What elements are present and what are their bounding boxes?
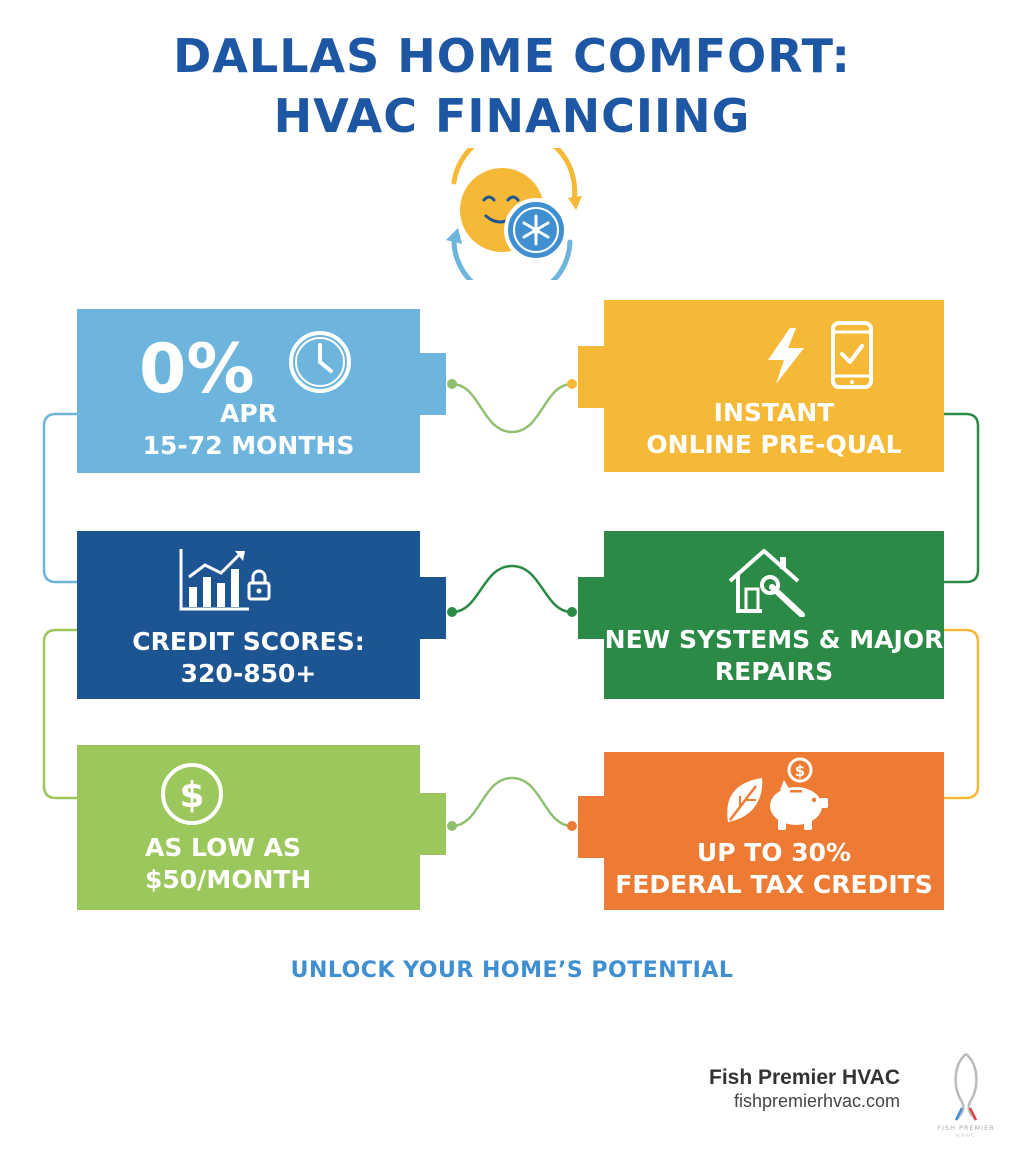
lightning-icon (762, 326, 810, 386)
card-prequal (604, 300, 944, 472)
systems-line-1: NEW SYSTEMS & MAJOR (604, 625, 944, 654)
card-connector-tab (420, 793, 446, 855)
card-connector-tab (420, 577, 446, 639)
card-connector-tab (578, 346, 604, 408)
card-tax-credits (604, 752, 944, 910)
brand-url: fishpremierhvac.com (733, 1091, 900, 1111)
tagline: UNLOCK YOUR HOME’S POTENTIAL (290, 958, 734, 983)
monthly-line-2: $50/MONTH (145, 865, 312, 894)
house-wrench-icon (726, 545, 810, 617)
chart-lock-icon (177, 547, 277, 613)
card-monthly-payment (77, 745, 420, 910)
card-connector-tab (420, 353, 446, 415)
monthly-line-1: AS LOW AS (145, 833, 301, 862)
card-connector-tab (578, 796, 604, 858)
fish-premier-logo (926, 1050, 1006, 1138)
card-connector-tab (578, 577, 604, 639)
apr-term: 15-72 MONTHS (142, 431, 355, 460)
svg-text:$: $ (179, 775, 205, 816)
tax-line-1: UP TO 30% (696, 838, 852, 867)
page-title-line-1: DALLAS HOME COMFORT: (173, 29, 851, 83)
prequal-line-2: ONLINE PRE-QUAL (646, 430, 902, 459)
phone-check-icon (830, 320, 874, 390)
leaf-piggy-bank-icon (722, 756, 834, 834)
brand-name: Fish Premier HVAC (709, 1066, 900, 1089)
dollar-coin-icon (159, 761, 225, 827)
credit-scores-label: CREDIT SCORES: (132, 627, 365, 656)
tax-line-2: FEDERAL TAX CREDITS (615, 870, 933, 899)
page-title-line-2: HVAC FINANCIING (273, 89, 751, 143)
card-credit-scores (77, 531, 420, 699)
apr-label: APR (220, 399, 277, 428)
prequal-line-1: INSTANT (713, 398, 835, 427)
svg-text:$: $ (794, 762, 806, 780)
card-new-systems (604, 531, 944, 699)
apr-percent: 0% (139, 330, 255, 409)
card-apr (77, 309, 420, 473)
clock-icon (287, 329, 353, 395)
svg-text:FISH PREMIER: FISH PREMIER (937, 1124, 995, 1132)
systems-line-2: REPAIRS (714, 657, 834, 686)
svg-text:HVAC: HVAC (955, 1134, 977, 1138)
credit-scores-range: 320-850+ (180, 659, 317, 688)
